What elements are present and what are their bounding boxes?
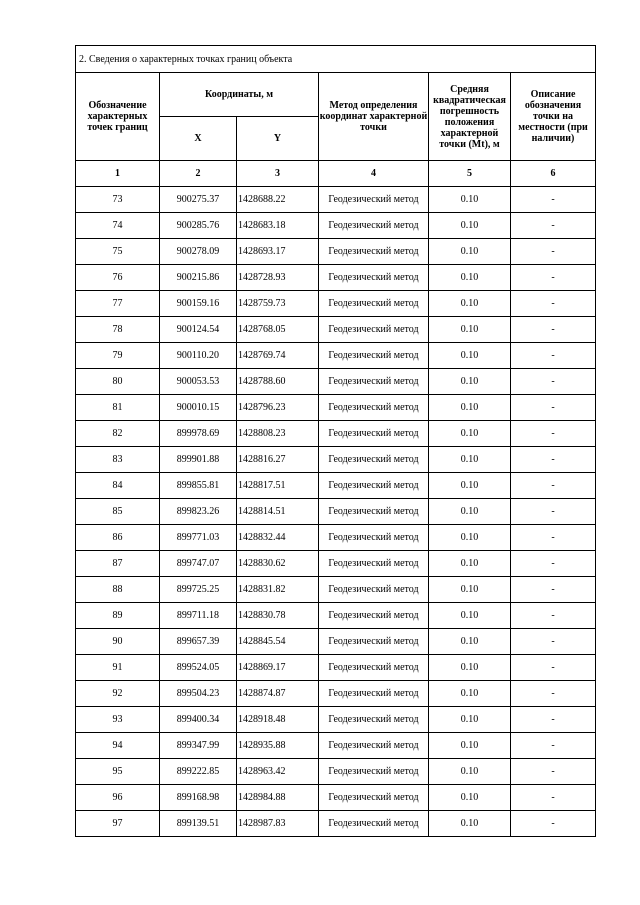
accuracy-cell: 0.10 (429, 291, 511, 317)
accuracy-cell: 0.10 (429, 239, 511, 265)
y-coordinate-cell: 1428869.17 (237, 655, 319, 681)
point-cell: 86 (76, 525, 160, 551)
description-cell: - (511, 603, 596, 629)
x-coordinate-cell: 899711.18 (160, 603, 237, 629)
description-cell: - (511, 187, 596, 213)
accuracy-cell: 0.10 (429, 343, 511, 369)
table-row (76, 343, 596, 369)
description-cell: - (511, 395, 596, 421)
x-coordinate-cell: 900159.16 (160, 291, 237, 317)
accuracy-cell: 0.10 (429, 421, 511, 447)
document-sheet (75, 45, 595, 837)
x-coordinate-cell: 899855.81 (160, 473, 237, 499)
method-cell: Геодезический метод (319, 603, 429, 629)
description-cell: - (511, 369, 596, 395)
x-coordinate-cell: 899978.69 (160, 421, 237, 447)
method-cell: Геодезический метод (319, 681, 429, 707)
method-cell: Геодезический метод (319, 733, 429, 759)
description-cell: - (511, 421, 596, 447)
accuracy-cell: 0.10 (429, 603, 511, 629)
header-coords: Координаты, м (160, 73, 319, 117)
table-row (76, 811, 596, 837)
table-row (76, 291, 596, 317)
table-row (76, 759, 596, 785)
accuracy-cell: 0.10 (429, 499, 511, 525)
table-row (76, 577, 596, 603)
table-row (76, 369, 596, 395)
y-coordinate-cell: 1428788.60 (237, 369, 319, 395)
point-cell: 93 (76, 707, 160, 733)
method-cell: Геодезический метод (319, 291, 429, 317)
description-cell: - (511, 655, 596, 681)
table-row (76, 629, 596, 655)
y-coordinate-cell: 1428830.62 (237, 551, 319, 577)
point-cell: 91 (76, 655, 160, 681)
description-cell: - (511, 785, 596, 811)
accuracy-cell: 0.10 (429, 577, 511, 603)
method-cell: Геодезический метод (319, 239, 429, 265)
point-cell: 79 (76, 343, 160, 369)
method-cell: Геодезический метод (319, 317, 429, 343)
point-cell: 97 (76, 811, 160, 837)
method-cell: Геодезический метод (319, 551, 429, 577)
column-number: 2 (160, 161, 237, 187)
method-cell: Геодезический метод (319, 421, 429, 447)
accuracy-cell: 0.10 (429, 759, 511, 785)
y-coordinate-cell: 1428759.73 (237, 291, 319, 317)
header-method: Метод определения координат характерной точки (319, 73, 429, 161)
description-cell: - (511, 759, 596, 785)
x-coordinate-cell: 900110.20 (160, 343, 237, 369)
accuracy-cell: 0.10 (429, 629, 511, 655)
table-row (76, 421, 596, 447)
y-coordinate-cell: 1428817.51 (237, 473, 319, 499)
point-cell: 87 (76, 551, 160, 577)
accuracy-cell: 0.10 (429, 811, 511, 837)
point-cell: 84 (76, 473, 160, 499)
accuracy-cell: 0.10 (429, 733, 511, 759)
description-cell: - (511, 213, 596, 239)
accuracy-cell: 0.10 (429, 187, 511, 213)
x-coordinate-cell: 899139.51 (160, 811, 237, 837)
table-row (76, 499, 596, 525)
header-point: Обозначение характерных точек границ (76, 73, 160, 161)
table-row (76, 239, 596, 265)
table-row (76, 655, 596, 681)
description-cell: - (511, 811, 596, 837)
point-cell: 77 (76, 291, 160, 317)
x-coordinate-cell: 899222.85 (160, 759, 237, 785)
header-x: X (160, 117, 237, 161)
point-cell: 92 (76, 681, 160, 707)
description-cell: - (511, 499, 596, 525)
x-coordinate-cell: 899657.39 (160, 629, 237, 655)
x-coordinate-cell: 900215.86 (160, 265, 237, 291)
accuracy-cell: 0.10 (429, 369, 511, 395)
x-coordinate-cell: 900285.76 (160, 213, 237, 239)
accuracy-cell: 0.10 (429, 447, 511, 473)
x-coordinate-cell: 899771.03 (160, 525, 237, 551)
x-coordinate-cell: 899504.23 (160, 681, 237, 707)
column-number: 1 (76, 161, 160, 187)
y-coordinate-cell: 1428683.18 (237, 213, 319, 239)
method-cell: Геодезический метод (319, 759, 429, 785)
y-coordinate-cell: 1428816.27 (237, 447, 319, 473)
y-coordinate-cell: 1428984.88 (237, 785, 319, 811)
method-cell: Геодезический метод (319, 629, 429, 655)
column-number: 3 (237, 161, 319, 187)
y-coordinate-cell: 1428918.48 (237, 707, 319, 733)
y-coordinate-cell: 1428987.83 (237, 811, 319, 837)
method-cell: Геодезический метод (319, 187, 429, 213)
accuracy-cell: 0.10 (429, 785, 511, 811)
accuracy-cell: 0.10 (429, 473, 511, 499)
accuracy-cell: 0.10 (429, 265, 511, 291)
x-coordinate-cell: 899725.25 (160, 577, 237, 603)
table-row (76, 213, 596, 239)
method-cell: Геодезический метод (319, 473, 429, 499)
x-coordinate-cell: 900278.09 (160, 239, 237, 265)
description-cell: - (511, 577, 596, 603)
x-coordinate-cell: 900010.15 (160, 395, 237, 421)
y-coordinate-cell: 1428935.88 (237, 733, 319, 759)
table-row (76, 525, 596, 551)
description-cell: - (511, 317, 596, 343)
method-cell: Геодезический метод (319, 785, 429, 811)
description-cell: - (511, 733, 596, 759)
y-coordinate-cell: 1428808.23 (237, 421, 319, 447)
accuracy-cell: 0.10 (429, 525, 511, 551)
table-row (76, 785, 596, 811)
table-row (76, 603, 596, 629)
point-cell: 95 (76, 759, 160, 785)
x-coordinate-cell: 900053.53 (160, 369, 237, 395)
description-cell: - (511, 447, 596, 473)
header-accuracy: Средняя квадратическая погрешность положения характерной точки (Mt), м (429, 73, 511, 161)
x-coordinate-cell: 899901.88 (160, 447, 237, 473)
point-cell: 78 (76, 317, 160, 343)
y-coordinate-cell: 1428814.51 (237, 499, 319, 525)
method-cell: Геодезический метод (319, 343, 429, 369)
x-coordinate-cell: 899347.99 (160, 733, 237, 759)
point-cell: 85 (76, 499, 160, 525)
accuracy-cell: 0.10 (429, 681, 511, 707)
header-description: Описание обозначения точки на местности (при наличии) (511, 73, 596, 161)
table-row (76, 317, 596, 343)
description-cell: - (511, 681, 596, 707)
y-coordinate-cell: 1428830.78 (237, 603, 319, 629)
x-coordinate-cell: 899168.98 (160, 785, 237, 811)
x-coordinate-cell: 899747.07 (160, 551, 237, 577)
method-cell: Геодезический метод (319, 707, 429, 733)
accuracy-cell: 0.10 (429, 707, 511, 733)
y-coordinate-cell: 1428688.22 (237, 187, 319, 213)
accuracy-cell: 0.10 (429, 213, 511, 239)
point-cell: 76 (76, 265, 160, 291)
y-coordinate-cell: 1428832.44 (237, 525, 319, 551)
y-coordinate-cell: 1428796.23 (237, 395, 319, 421)
method-cell: Геодезический метод (319, 369, 429, 395)
table-row (76, 707, 596, 733)
method-cell: Геодезический метод (319, 265, 429, 291)
point-cell: 82 (76, 421, 160, 447)
section-title: 2. Сведения о характерных точках границ объекта (76, 46, 596, 73)
point-cell: 88 (76, 577, 160, 603)
section-title-row (76, 46, 596, 73)
x-coordinate-cell: 900275.37 (160, 187, 237, 213)
point-cell: 89 (76, 603, 160, 629)
method-cell: Геодезический метод (319, 447, 429, 473)
header-y: Y (237, 117, 319, 161)
y-coordinate-cell: 1428963.42 (237, 759, 319, 785)
method-cell: Геодезический метод (319, 213, 429, 239)
y-coordinate-cell: 1428693.17 (237, 239, 319, 265)
point-cell: 90 (76, 629, 160, 655)
accuracy-cell: 0.10 (429, 395, 511, 421)
method-cell: Геодезический метод (319, 655, 429, 681)
table-row (76, 395, 596, 421)
description-cell: - (511, 291, 596, 317)
point-cell: 94 (76, 733, 160, 759)
method-cell: Геодезический метод (319, 525, 429, 551)
y-coordinate-cell: 1428769.74 (237, 343, 319, 369)
boundary-points-table (75, 45, 596, 837)
x-coordinate-cell: 900124.54 (160, 317, 237, 343)
accuracy-cell: 0.10 (429, 551, 511, 577)
accuracy-cell: 0.10 (429, 655, 511, 681)
method-cell: Геодезический метод (319, 499, 429, 525)
description-cell: - (511, 239, 596, 265)
description-cell: - (511, 343, 596, 369)
table-body (76, 187, 596, 837)
description-cell: - (511, 525, 596, 551)
point-cell: 73 (76, 187, 160, 213)
point-cell: 81 (76, 395, 160, 421)
point-cell: 74 (76, 213, 160, 239)
point-cell: 83 (76, 447, 160, 473)
table-row (76, 265, 596, 291)
column-number: 4 (319, 161, 429, 187)
column-number: 6 (511, 161, 596, 187)
table-row (76, 473, 596, 499)
description-cell: - (511, 707, 596, 733)
table-row (76, 187, 596, 213)
point-cell: 80 (76, 369, 160, 395)
column-number: 5 (429, 161, 511, 187)
x-coordinate-cell: 899823.26 (160, 499, 237, 525)
header-row-top (76, 73, 596, 117)
point-cell: 96 (76, 785, 160, 811)
y-coordinate-cell: 1428831.82 (237, 577, 319, 603)
description-cell: - (511, 265, 596, 291)
description-cell: - (511, 551, 596, 577)
y-coordinate-cell: 1428728.93 (237, 265, 319, 291)
x-coordinate-cell: 899400.34 (160, 707, 237, 733)
x-coordinate-cell: 899524.05 (160, 655, 237, 681)
method-cell: Геодезический метод (319, 811, 429, 837)
description-cell: - (511, 629, 596, 655)
method-cell: Геодезический метод (319, 395, 429, 421)
column-numbers-row (76, 161, 596, 187)
accuracy-cell: 0.10 (429, 317, 511, 343)
table-row (76, 733, 596, 759)
point-cell: 75 (76, 239, 160, 265)
method-cell: Геодезический метод (319, 577, 429, 603)
table-row (76, 681, 596, 707)
y-coordinate-cell: 1428874.87 (237, 681, 319, 707)
description-cell: - (511, 473, 596, 499)
y-coordinate-cell: 1428768.05 (237, 317, 319, 343)
table-row (76, 447, 596, 473)
table-row (76, 551, 596, 577)
y-coordinate-cell: 1428845.54 (237, 629, 319, 655)
